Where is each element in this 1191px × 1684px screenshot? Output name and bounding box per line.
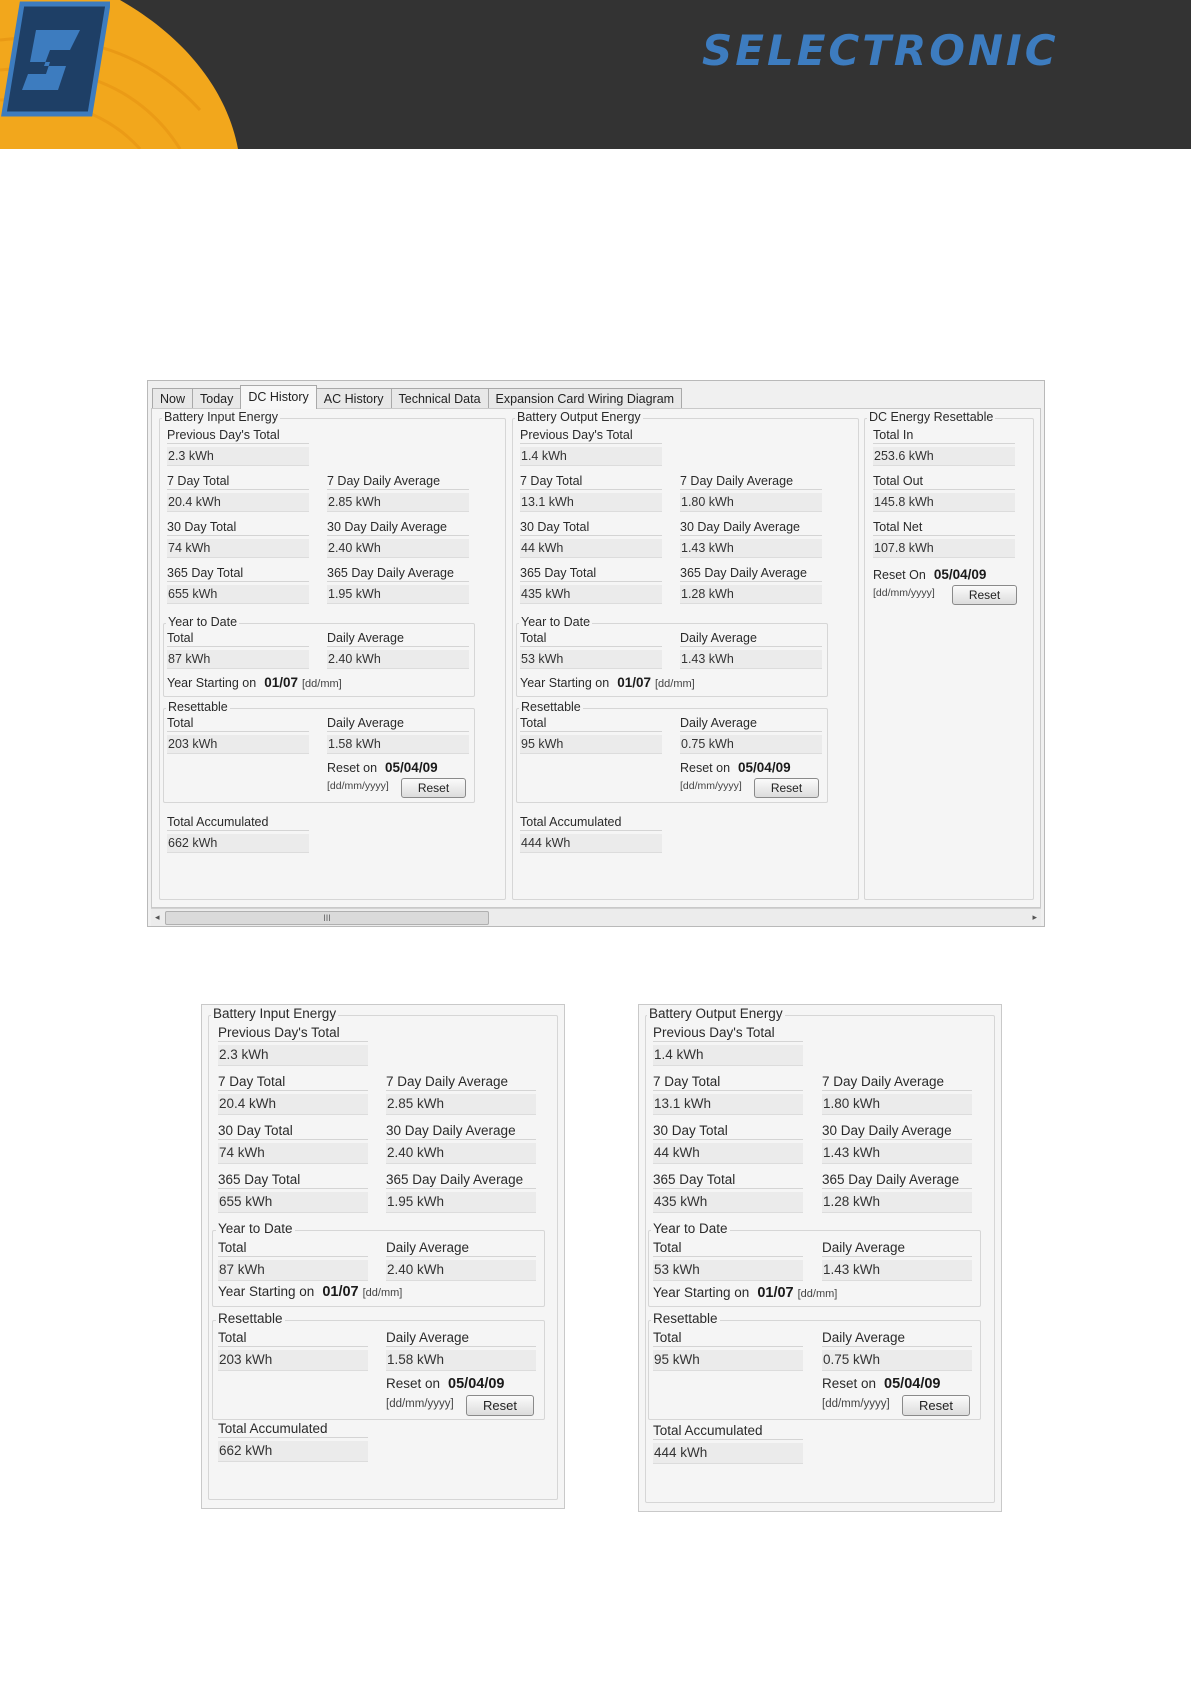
input-365day-avg-field	[327, 566, 469, 604]
reset-on-value: 05/04/09	[385, 760, 438, 775]
output-365day-total-field	[520, 566, 662, 604]
field-value: 2.85 kWh	[386, 1094, 536, 1115]
dc-reset-format: [dd/mm/yyyy]	[873, 587, 935, 599]
field-value: 662 kWh	[167, 834, 309, 853]
dc-reset-on	[873, 567, 986, 582]
field-label: 365 Day Total	[218, 1172, 368, 1189]
field-value: 2.40 kWh	[386, 1260, 536, 1281]
input-reset-button[interactable]: Reset	[401, 778, 466, 798]
field-label: Total	[218, 1330, 368, 1347]
field-label: Daily Average	[822, 1330, 972, 1347]
output-ytd-avg-field	[680, 631, 822, 669]
output-ytd-total-field	[653, 1240, 803, 1281]
field-value: 1.43 kWh	[680, 539, 822, 558]
field-label: 7 Day Total	[520, 474, 662, 490]
scroll-left-arrow-icon[interactable]: ◂	[155, 912, 160, 922]
field-label: 365 Day Total	[520, 566, 662, 582]
field-value: 74 kWh	[218, 1143, 368, 1164]
field-value: 1.80 kWh	[680, 493, 822, 512]
input-reset-on	[386, 1376, 505, 1392]
field-value: 1.43 kWh	[822, 1260, 972, 1281]
field-value: 2.85 kWh	[327, 493, 469, 512]
output-prev-day-field	[653, 1025, 803, 1066]
field-label: Previous Day's Total	[520, 428, 662, 444]
tab-now[interactable]: Now	[152, 388, 193, 409]
input-reset-on	[327, 760, 438, 775]
output-30day-avg-field	[680, 520, 822, 558]
field-label: 7 Day Total	[653, 1074, 803, 1091]
field-label: Total Accumulated	[167, 815, 309, 831]
ytd-start-value: 01/07	[617, 675, 651, 690]
output-365day-avg-field	[680, 566, 822, 604]
field-value: 435 kWh	[653, 1192, 803, 1213]
field-label: 365 Day Daily Average	[680, 566, 822, 582]
field-label: 30 Day Daily Average	[822, 1123, 972, 1140]
field-value: 2.40 kWh	[386, 1143, 536, 1164]
output-7day-avg-field	[680, 474, 822, 512]
field-label: Total	[653, 1330, 803, 1347]
input-res-total-field	[167, 716, 309, 754]
field-label: 7 Day Daily Average	[327, 474, 469, 490]
field-label: 30 Day Total	[653, 1123, 803, 1140]
input-365day-total-field	[218, 1172, 368, 1213]
tab-bar	[152, 385, 681, 409]
field-value: 203 kWh	[218, 1350, 368, 1371]
output-resettable-title: Resettable	[521, 700, 581, 714]
field-value: 253.6 kWh	[873, 447, 1015, 466]
field-value: 1.28 kWh	[680, 585, 822, 604]
reset-on-label: Reset on	[386, 1376, 441, 1391]
field-value: 203 kWh	[167, 735, 309, 754]
field-label: Total Accumulated	[218, 1421, 368, 1438]
input-res-total-field	[218, 1330, 368, 1371]
field-label: 7 Day Daily Average	[386, 1074, 536, 1091]
field-label: Daily Average	[680, 631, 822, 647]
horizontal-scrollbar[interactable]	[151, 908, 1041, 926]
field-label: 30 Day Total	[218, 1123, 368, 1140]
ytd-start-label: Year Starting on	[520, 676, 610, 690]
field-value: 1.28 kWh	[822, 1192, 972, 1213]
output-ytd-start	[653, 1285, 837, 1301]
field-value: 53 kWh	[520, 650, 662, 669]
reset-on-value: 05/04/09	[738, 760, 791, 775]
output-reset-on	[680, 760, 791, 775]
field-label: 30 Day Total	[520, 520, 662, 536]
app-window	[147, 380, 1045, 927]
battery-input-title: Battery Input Energy	[213, 1006, 337, 1021]
input-resettable-title: Resettable	[218, 1311, 283, 1326]
reset-on-value: 05/04/09	[884, 1376, 941, 1392]
scroll-right-arrow-icon[interactable]: ▸	[1032, 912, 1037, 922]
input-7day-total-field	[218, 1074, 368, 1115]
output-7day-total-field	[520, 474, 662, 512]
input-365day-total-field	[167, 566, 309, 604]
field-label: 365 Day Daily Average	[386, 1172, 536, 1189]
input-ytd-start	[218, 1284, 402, 1300]
input-30day-total-field	[167, 520, 309, 558]
field-label: 30 Day Total	[167, 520, 309, 536]
input-7day-total-field	[167, 474, 309, 512]
output-7day-avg-field	[822, 1074, 972, 1115]
field-value: 74 kWh	[167, 539, 309, 558]
field-value: 1.95 kWh	[386, 1192, 536, 1213]
field-value: 0.75 kWh	[680, 735, 822, 754]
field-label: Total	[653, 1240, 803, 1257]
input-30day-total-field	[218, 1123, 368, 1164]
field-value: 13.1 kWh	[520, 493, 662, 512]
input-ytd-start	[167, 675, 342, 690]
field-value: 2.3 kWh	[218, 1045, 368, 1066]
field-value: 1.58 kWh	[327, 735, 469, 754]
field-label: Previous Day's Total	[218, 1025, 368, 1042]
field-label: Total Net	[873, 520, 1015, 536]
output-365day-total-field	[653, 1172, 803, 1213]
field-value: 2.3 kWh	[167, 447, 309, 466]
input-365day-avg-field	[386, 1172, 536, 1213]
field-value: 435 kWh	[520, 585, 662, 604]
field-label: Previous Day's Total	[167, 428, 309, 444]
field-value: 95 kWh	[653, 1350, 803, 1371]
input-30day-avg-field	[327, 520, 469, 558]
field-value: 87 kWh	[167, 650, 309, 669]
output-reset-on	[822, 1376, 941, 1392]
brand-name: SELECTRONIC	[702, 26, 1059, 75]
field-value: 13.1 kWh	[653, 1094, 803, 1115]
field-label: Total	[167, 716, 309, 732]
dc-history-pane	[151, 408, 1041, 908]
battery-output-title: Battery Output Energy	[649, 1006, 783, 1021]
reset-on-label: Reset on	[822, 1376, 877, 1391]
ytd-start-value: 01/07	[264, 675, 298, 690]
ytd-start-format: [dd/mm]	[654, 678, 695, 690]
field-label: 365 Day Total	[653, 1172, 803, 1189]
output-resettable-title: Resettable	[653, 1311, 718, 1326]
input-ytd-total-field	[218, 1240, 368, 1281]
field-label: Daily Average	[680, 716, 822, 732]
field-value: 1.95 kWh	[327, 585, 469, 604]
output-total-accumulated-field	[653, 1423, 803, 1464]
dc-total-out-field	[873, 474, 1015, 512]
field-value: 107.8 kWh	[873, 539, 1015, 558]
input-reset-format: [dd/mm/yyyy]	[386, 1398, 454, 1410]
input-total-accumulated-field	[167, 815, 309, 853]
output-ytd-title: Year to Date	[653, 1221, 728, 1236]
output-7day-total-field	[653, 1074, 803, 1115]
input-res-avg-field	[386, 1330, 536, 1371]
input-ytd-title: Year to Date	[218, 1221, 293, 1236]
field-value: 662 kWh	[218, 1441, 368, 1462]
field-label: Total	[167, 631, 309, 647]
dc-total-net-field	[873, 520, 1015, 558]
input-7day-avg-field	[327, 474, 469, 512]
output-reset-button[interactable]: Reset	[754, 778, 819, 798]
input-ytd-title: Year to Date	[168, 615, 238, 629]
field-value: 20.4 kWh	[167, 493, 309, 512]
field-value: 44 kWh	[653, 1143, 803, 1164]
output-res-total-field	[520, 716, 662, 754]
input-7day-avg-field	[386, 1074, 536, 1115]
output-res-avg-field	[822, 1330, 972, 1371]
input-res-avg-field	[327, 716, 469, 754]
field-value: 87 kWh	[218, 1260, 368, 1281]
reset-on-value: 05/04/09	[448, 1376, 505, 1392]
output-30day-total-field	[520, 520, 662, 558]
reset-on-label: Reset On	[873, 568, 926, 582]
field-label: Daily Average	[386, 1330, 536, 1347]
battery-input-title: Battery Input Energy	[164, 410, 278, 424]
field-value: 655 kWh	[218, 1192, 368, 1213]
field-value: 2.40 kWh	[327, 650, 469, 669]
input-resettable-title: Resettable	[168, 700, 228, 714]
header-banner	[0, 0, 1191, 149]
dc-total-in-field	[873, 428, 1015, 466]
field-label: Total	[218, 1240, 368, 1257]
field-label: 7 Day Total	[218, 1074, 368, 1091]
output-ytd-total-field	[520, 631, 662, 669]
reset-on-label: Reset on	[680, 761, 731, 775]
output-365day-avg-field	[822, 1172, 972, 1213]
field-value: 44 kWh	[520, 539, 662, 558]
dc-reset-button[interactable]: Reset	[952, 585, 1017, 605]
field-label: 30 Day Daily Average	[680, 520, 822, 536]
output-30day-total-field	[653, 1123, 803, 1164]
field-label: Daily Average	[327, 716, 469, 732]
output-ytd-avg-field	[822, 1240, 972, 1281]
dc-energy-title: DC Energy Resettable	[869, 410, 994, 424]
field-label: Daily Average	[386, 1240, 536, 1257]
field-value: 1.4 kWh	[653, 1045, 803, 1066]
field-label: 7 Day Total	[167, 474, 309, 490]
field-label: Total In	[873, 428, 1015, 444]
field-label: Daily Average	[327, 631, 469, 647]
ytd-start-label: Year Starting on	[218, 1284, 315, 1299]
output-res-avg-field	[680, 716, 822, 754]
output-ytd-start	[520, 675, 695, 690]
field-value: 444 kWh	[653, 1443, 803, 1464]
ytd-start-format: [dd/mm]	[362, 1287, 403, 1299]
field-label: Total Out	[873, 474, 1015, 490]
input-enlarged-panel	[201, 1004, 565, 1509]
ytd-start-value: 01/07	[757, 1285, 794, 1301]
output-total-accumulated-field	[520, 815, 662, 853]
input-reset-format: [dd/mm/yyyy]	[327, 780, 389, 792]
field-value: 1.43 kWh	[680, 650, 822, 669]
field-value: 1.80 kWh	[822, 1094, 972, 1115]
field-value: 1.58 kWh	[386, 1350, 536, 1371]
reset-on-value: 05/04/09	[933, 567, 987, 582]
output-reset-button[interactable]: Reset	[902, 1395, 970, 1416]
field-label: 365 Day Daily Average	[822, 1172, 972, 1189]
selectronic-logo-icon	[0, 0, 110, 118]
ytd-start-label: Year Starting on	[653, 1285, 750, 1300]
field-value: 0.75 kWh	[822, 1350, 972, 1371]
ytd-start-value: 01/07	[322, 1284, 359, 1300]
scrollbar-thumb[interactable]: III	[165, 911, 489, 925]
tab-ac-history[interactable]: AC History	[316, 388, 392, 409]
ytd-start-format: [dd/mm]	[301, 678, 342, 690]
input-total-accumulated-field	[218, 1421, 368, 1462]
input-prev-day-field	[167, 428, 309, 466]
field-label: 7 Day Daily Average	[680, 474, 822, 490]
battery-output-title: Battery Output Energy	[517, 410, 641, 424]
input-ytd-avg-field	[327, 631, 469, 669]
field-label: 30 Day Daily Average	[327, 520, 469, 536]
output-reset-format: [dd/mm/yyyy]	[822, 1398, 890, 1410]
field-label: 7 Day Daily Average	[822, 1074, 972, 1091]
field-label: Total Accumulated	[520, 815, 662, 831]
output-reset-format: [dd/mm/yyyy]	[680, 780, 742, 792]
tab-technical-data[interactable]: Technical Data	[391, 388, 489, 409]
field-label: 365 Day Total	[167, 566, 309, 582]
field-label: 365 Day Daily Average	[327, 566, 469, 582]
tab-dc-history[interactable]: DC History	[240, 385, 316, 409]
field-label: Total	[520, 716, 662, 732]
field-value: 1.43 kWh	[822, 1143, 972, 1164]
field-value: 20.4 kWh	[218, 1094, 368, 1115]
field-label: Total	[520, 631, 662, 647]
field-value: 95 kWh	[520, 735, 662, 754]
output-res-total-field	[653, 1330, 803, 1371]
input-reset-button[interactable]: Reset	[466, 1395, 534, 1416]
field-value: 1.4 kWh	[520, 447, 662, 466]
field-label: 30 Day Daily Average	[386, 1123, 536, 1140]
field-value: 145.8 kWh	[873, 493, 1015, 512]
ytd-start-format: [dd/mm]	[797, 1288, 838, 1300]
field-label: Previous Day's Total	[653, 1025, 803, 1042]
field-label: Total Accumulated	[653, 1423, 803, 1440]
input-prev-day-field	[218, 1025, 368, 1066]
reset-on-label: Reset on	[327, 761, 378, 775]
input-ytd-total-field	[167, 631, 309, 669]
output-30day-avg-field	[822, 1123, 972, 1164]
output-prev-day-field	[520, 428, 662, 466]
field-label: Daily Average	[822, 1240, 972, 1257]
output-enlarged-panel	[638, 1004, 1002, 1512]
field-value: 444 kWh	[520, 834, 662, 853]
input-30day-avg-field	[386, 1123, 536, 1164]
ytd-start-label: Year Starting on	[167, 676, 257, 690]
field-value: 655 kWh	[167, 585, 309, 604]
field-value: 2.40 kWh	[327, 539, 469, 558]
input-ytd-avg-field	[386, 1240, 536, 1281]
tab-expansion-card-wiring-diagram[interactable]: Expansion Card Wiring Diagram	[488, 388, 683, 409]
output-ytd-title: Year to Date	[521, 615, 591, 629]
tab-today[interactable]: Today	[192, 388, 241, 409]
field-value: 53 kWh	[653, 1260, 803, 1281]
